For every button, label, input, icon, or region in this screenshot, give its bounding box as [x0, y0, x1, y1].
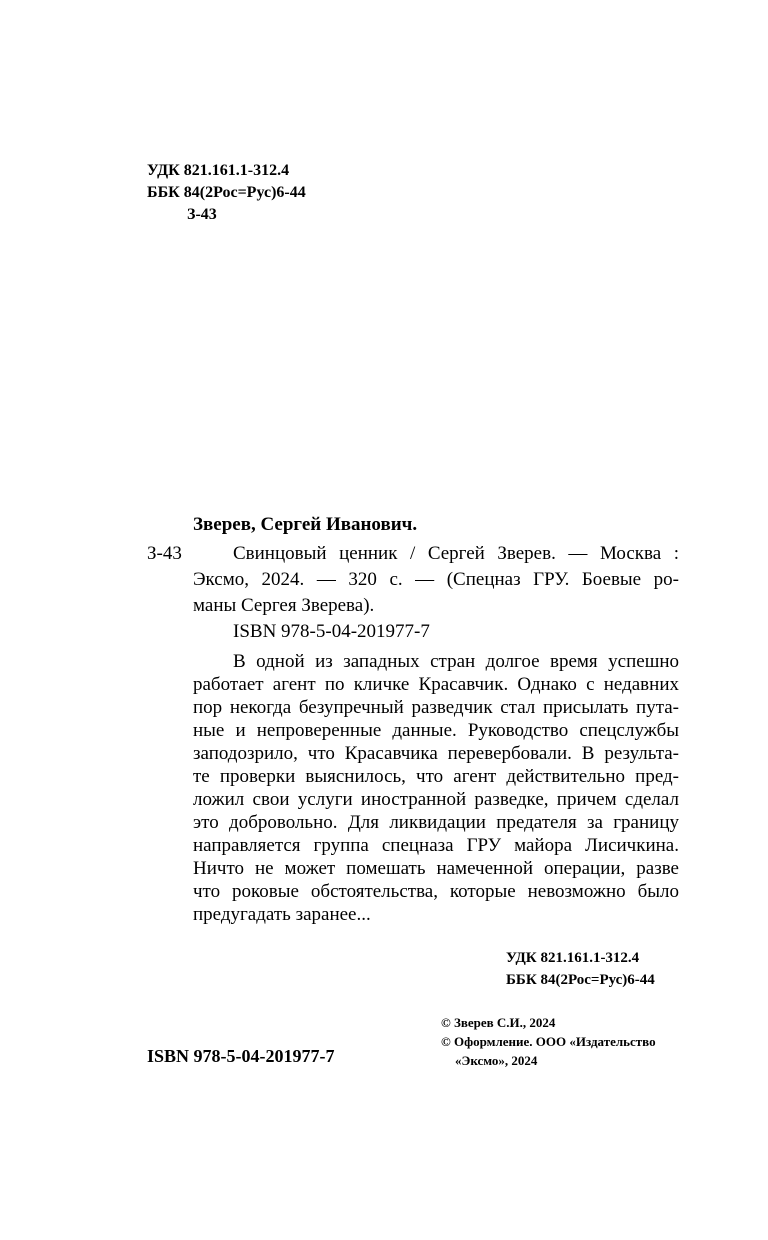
udk-code: УДК 821.161.1-312.4	[147, 162, 290, 179]
copyright-line: «Эксмо», 2024	[455, 1053, 538, 1068]
biblio-line: Эксмо, 2024. — 320 с. — (Спецназ ГРУ. Боевые ро-	[193, 569, 679, 590]
annotation	[193, 650, 679, 926]
author-heading: Зверев, Сергей Иванович.	[193, 514, 418, 535]
biblio-line: Свинцовый ценник / Сергей Зверев. — Москва :	[233, 543, 679, 564]
annotation-line: это добровольно. Для ликвидации предателя за границу	[193, 812, 679, 833]
annotation-line: В одной из западных стран долгое время успешно	[233, 651, 679, 672]
annotation-line: те проверки выяснилось, что агент действительно пред-	[193, 766, 679, 787]
isbn-bottom: ISBN 978-5-04-201977-7	[147, 1046, 335, 1066]
annotation-line: Ничто не может помешать намеченной операции, разве	[193, 858, 679, 879]
copyright-line: © Зверев С.И., 2024	[441, 1015, 556, 1030]
annotation-line: работает агент по кличке Красавчик. Однако с недавних	[193, 674, 679, 695]
annotation-line: заподозрило, что Красавчика перевербовали. В результа-	[193, 743, 679, 764]
bottom-classification-codes	[506, 947, 655, 991]
annotation-line: направляется группа спецназа ГРУ майора Лисичкина.	[193, 835, 679, 856]
bbk-code-bottom: ББК 84(2Рос=Рус)6-44	[506, 972, 655, 988]
udk-code-bottom: УДК 821.161.1-312.4	[506, 950, 640, 966]
annotation-line: ные и непроверенные данные. Руководство спецслужбы	[193, 720, 679, 741]
bbk-code: ББК 84(2Рос=Рус)6-44	[147, 184, 306, 201]
annotation-line: пор некогда безупречный разведчик стал присылать пута-	[193, 697, 679, 718]
isbn-line: ISBN 978-5-04-201977-7	[233, 621, 430, 642]
copyright-block	[441, 1013, 656, 1070]
annotation-line: предугадать заранее...	[193, 904, 371, 925]
biblio-line: маны Сергея Зверева).	[193, 595, 375, 616]
annotation-line: ложил свои услуги иностранной разведке, причем сделал	[193, 789, 679, 810]
cutter-mark: З-43	[147, 543, 182, 564]
annotation-line: что роковые обстоятельства, которые невозможно было	[193, 881, 679, 902]
cutter-code: З-43	[187, 206, 217, 223]
bibliographic-description	[193, 541, 679, 619]
copyright-line: © Оформление. ООО «Издательство	[441, 1034, 656, 1049]
classification-codes	[147, 160, 306, 226]
